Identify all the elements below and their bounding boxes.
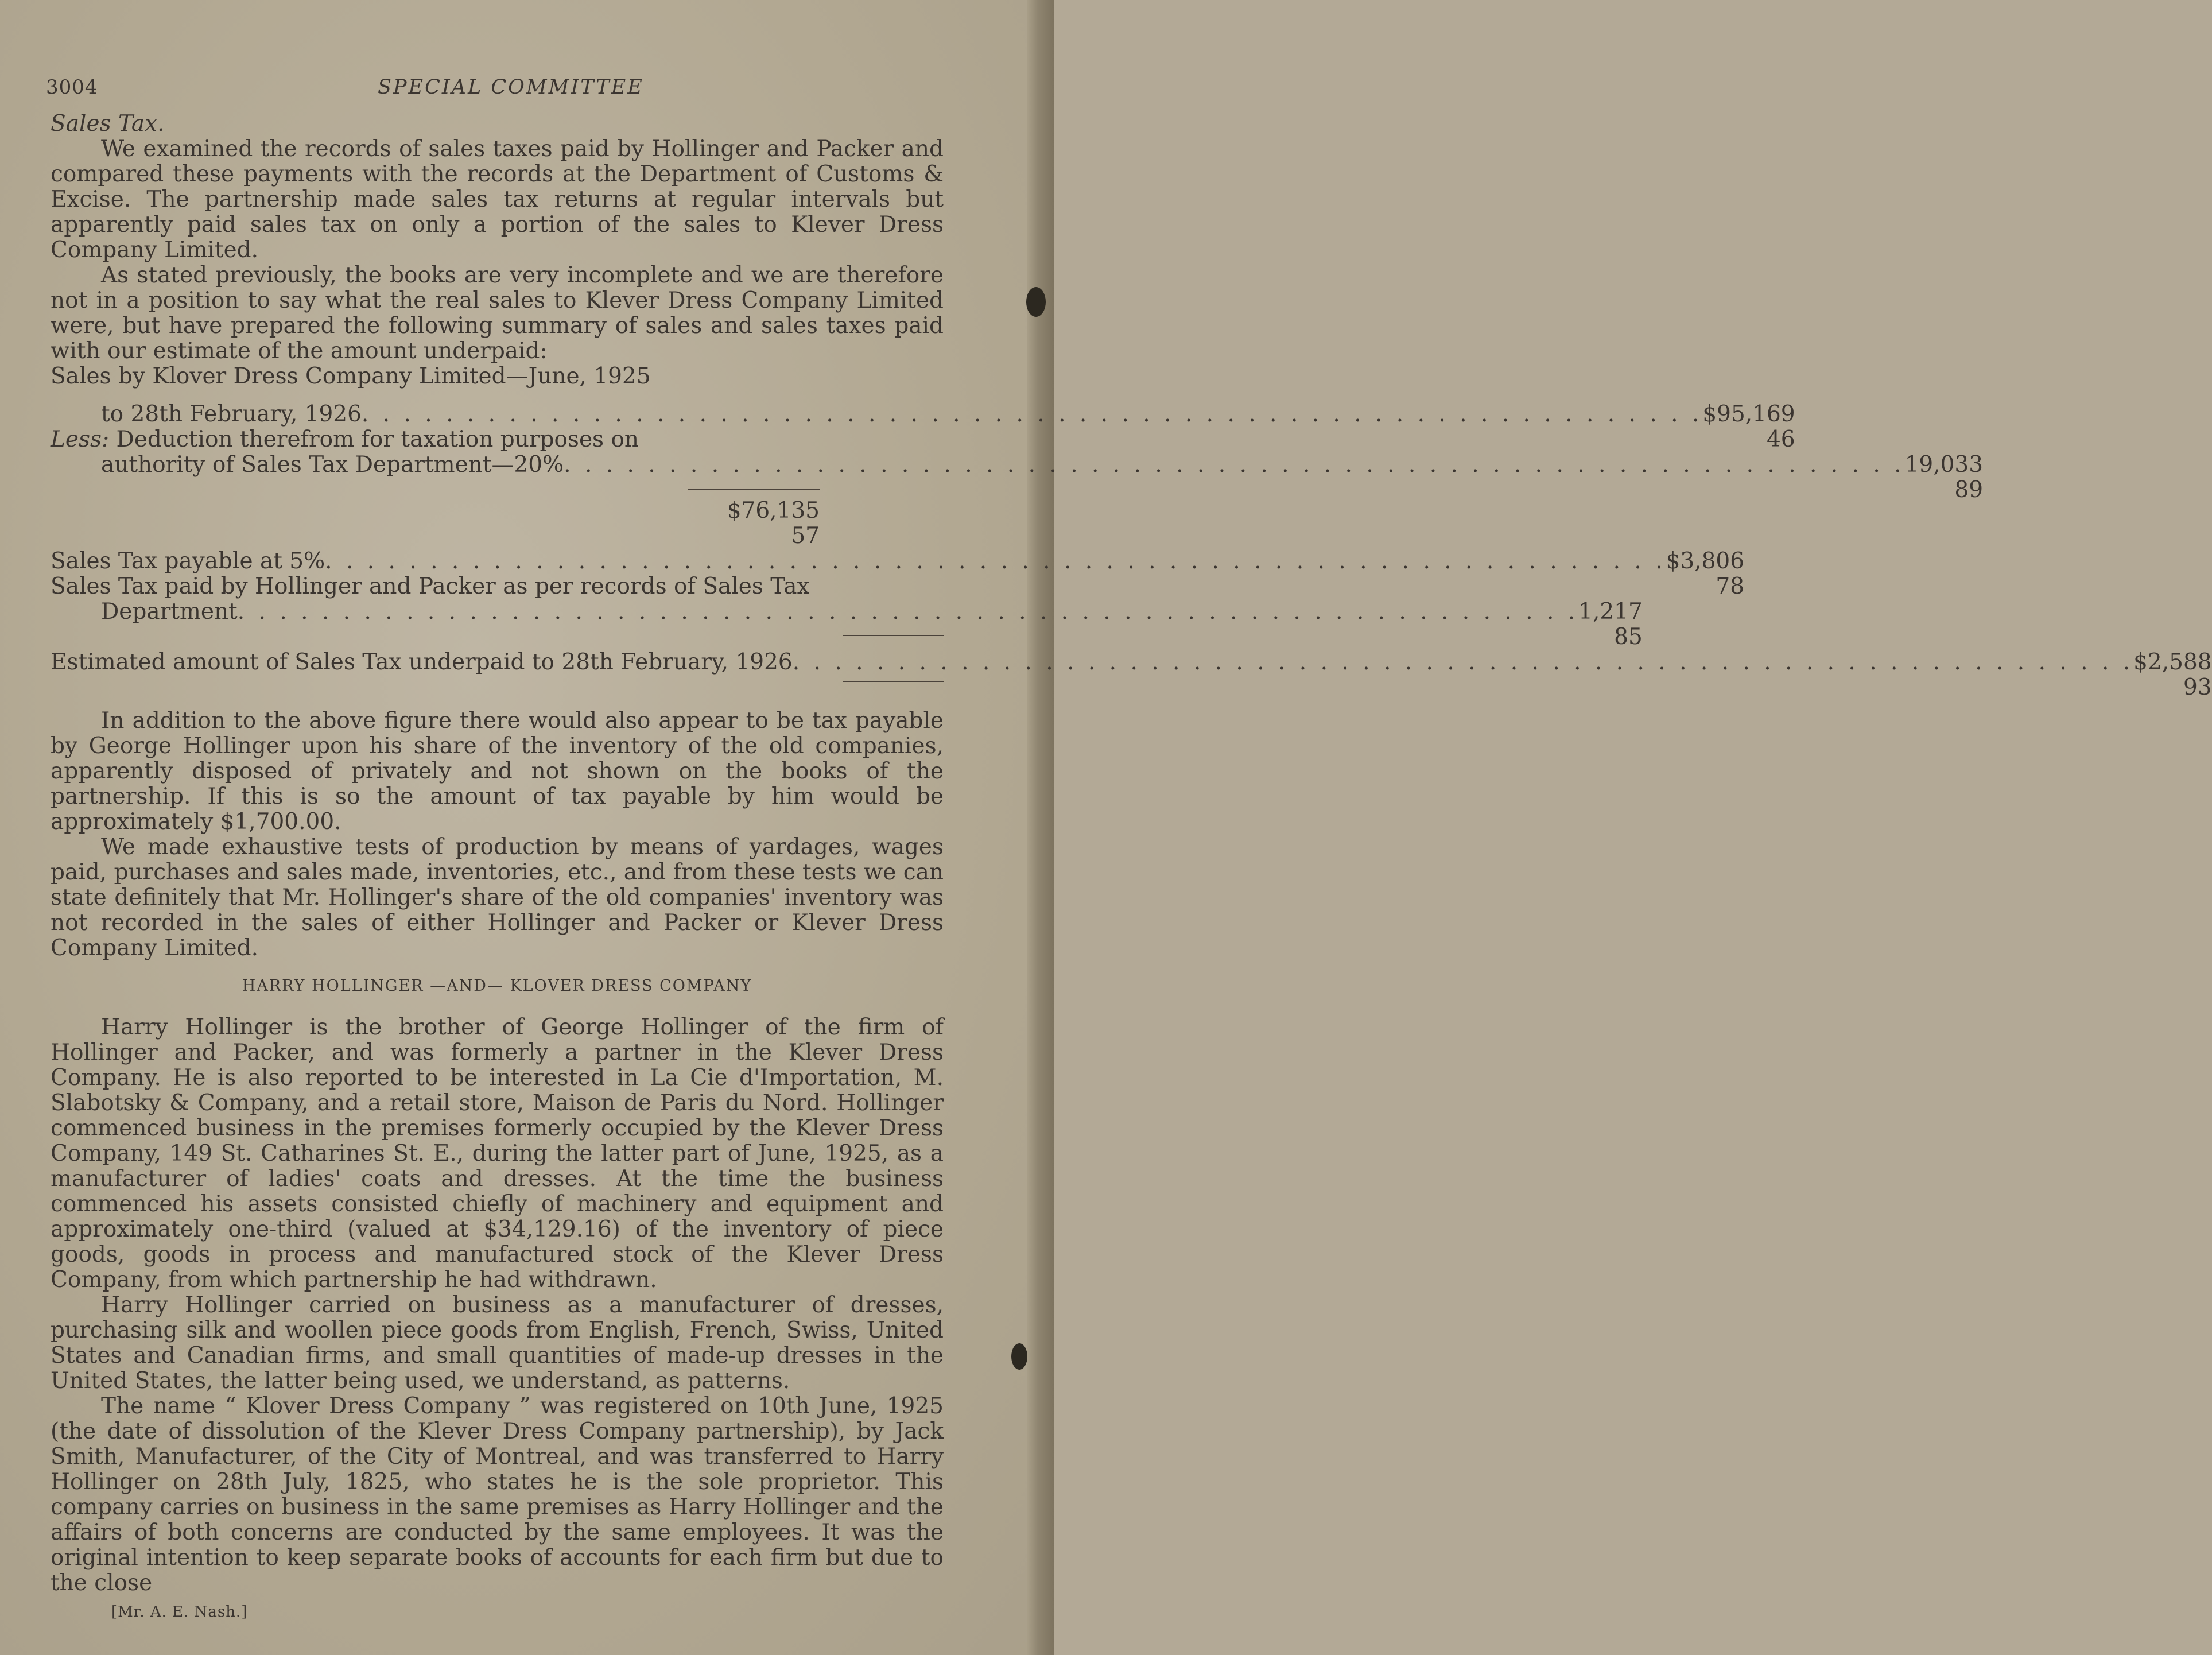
ledger-label: Sales Tax paid by Hollinger and Packer as per records of Sales Tax xyxy=(51,573,810,599)
paragraph: The name “ Klover Dress Company ” was registered on 10th June, 1925 (the date of dissolution of the Klever Dress Company partnership), by Jack Smith, Manufacturer, of the City of Montreal, and was transferred to Harry Hollinger on 28th July, 1825, who states he is the sole proprietor. This company carries on business in the same premises as Harry Hollinger and the affairs of both concerns are conducted by the same employees. It was the original intention to keep separate books of accounts for each firm but due to the close xyxy=(51,1393,944,1596)
ledger-total-label: Estimated amount of Sales Tax underpaid to 28th February, 1926 xyxy=(51,649,793,675)
paragraph: In addition to the above figure there would also appear to be tax payable by George Hollinger upon his share of the inventory of the old companies, apparently disposed of privately and not shown on the books of the partnership. If this is so the amount of tax payable by him would be approximately $1,700.00. xyxy=(51,708,944,835)
ledger-row xyxy=(51,452,1984,503)
ledger-row xyxy=(51,574,944,599)
section-heading-sales-tax: Sales Tax. xyxy=(51,111,165,137)
rule xyxy=(51,625,944,650)
ledger-label: to 28th February, 1926 xyxy=(101,401,362,427)
ledger-value: $3,806 78 xyxy=(1666,548,1745,599)
paragraph: We examined the records of sales taxes paid by Hollinger and Packer and compared these payments with the records at the Department of Customs & Excise. The partnership made sales tax returns at regular intervals but apparently paid sales tax on only a portion of the sales to Klever Dress Company Limited. xyxy=(51,136,944,263)
page-spine-shadow xyxy=(1027,0,1054,1655)
section-heading-harry-hollinger: HARRY HOLLINGER —AND— KLOVER DRESS COMPANY xyxy=(242,977,752,995)
ledger-row xyxy=(51,599,1643,650)
paragraph: Harry Hollinger carried on business as a manufacturer of dresses, purchasing silk and woollen piece goods from English, French, Swiss, United States and Canadian firms, and small quantities of made-up dresses in the United States, the latter being used, we understand, as patterns. xyxy=(51,1292,944,1394)
running-title: SPECIAL COMMITTEE xyxy=(378,76,644,99)
rule xyxy=(51,478,944,503)
sales-tax-summary xyxy=(51,363,2212,708)
paragraph: Harry Hollinger is the brother of George Hollinger of the firm of Hollinger and Packer, and was formerly a partner in the Klever Dress Company. He is also reported to be interested in La Cie d'Importation, M. Slabotsky & Company, and a retail store, Maison de Paris du Nord. Hollinger commenced business in the premises formerly occupied by the Klever Dress Company, 149 St. Catharines St. E., during the latter part of June, 1925, as a manufacturer of ladies' coats and dresses. At the time the business commenced his assets consisted chiefly of machinery and equipment and approximately one-third (valued at $34,129.16) of the inventory of piece goods, goods in process and manufactured stock of the Klever Dress Company, from which partnership he had withdrawn. xyxy=(51,1014,944,1293)
ledger-label: Sales Tax payable at 5% xyxy=(51,548,325,574)
ledger-value: 19,033 89 xyxy=(1904,452,1984,503)
ledger-row xyxy=(51,364,944,389)
paragraph: We made exhaustive tests of production by means of yardages, wages paid, purchases and sales made, inventories, etc., and from these tests we can state definitely that Mr. Hollinger's share of the old companies' inventory was not recorded in the sales of either Hollinger and Packer or Klever Dress Company Limited. xyxy=(51,834,944,961)
running-header xyxy=(46,69,944,103)
binding-hole xyxy=(1026,287,1046,317)
ledger-row xyxy=(51,427,944,452)
ledger-label: Deduction therefrom for taxation purposes on xyxy=(109,427,639,452)
ledger-label: Sales by Klover Dress Company Limited—June, 1925 xyxy=(51,363,651,389)
page-number: 3004 xyxy=(46,76,98,99)
leader-dots: . . . . . . . . . . . . . . . . . . . . . . . . . . . . . . . . . . . . . . . . . . . . . . . . . . . . . . . . . . . . . . . . xyxy=(361,401,1703,427)
ledger-value: 1,217 85 xyxy=(1578,599,1643,650)
leader-dots: . . . . . . . . . . . . . . . . . . . . . . . . . . . . . . . . . . . . . . . . . . . . . . . . . . . . . . . . . . . . . . . . xyxy=(564,452,1905,478)
rule xyxy=(51,675,944,708)
leader-dots: . . . . . . . . . . . . . . . . . . . . . . . . . . . . . . . . . . . . . . . . . . . . . . . . . . . . . . . . . . . . . . . . xyxy=(237,599,1579,625)
ledger-subtotal: $76,135 57 xyxy=(727,498,820,549)
less-label: Less: xyxy=(51,427,110,452)
page-body xyxy=(46,69,2212,1625)
ledger-total-value: $2,588 93 xyxy=(2133,649,2212,700)
ledger-value: $95,169 46 xyxy=(1702,401,1795,452)
ledger-row xyxy=(51,649,2212,700)
leader-dots: . . . . . . . . . . . . . . . . . . . . . . . . . . . . . . . . . . . . . . . . . . . . . . . . . . . . . . . . . . . . . . . . xyxy=(325,548,1666,574)
ledger-label: Department xyxy=(101,599,238,625)
speaker-footnote: [Mr. A. E. Nash.] xyxy=(111,1603,248,1621)
binding-hole xyxy=(1011,1343,1027,1370)
leader-dots: . . . . . . . . . . . . . . . . . . . . . . . . . . . . . . . . . . . . . . . . . . . . . . . . . . . . . . . . . . . . . . . . xyxy=(792,649,2134,675)
paragraph: As stated previously, the books are very incomplete and we are therefore not in a position to say what the real sales to Klever Dress Company Limited were, but have prepared the following summary of sales and sales taxes paid with our estimate of the amount underpaid: xyxy=(51,262,944,364)
ledger-label: authority of Sales Tax Department—20% xyxy=(101,452,564,478)
